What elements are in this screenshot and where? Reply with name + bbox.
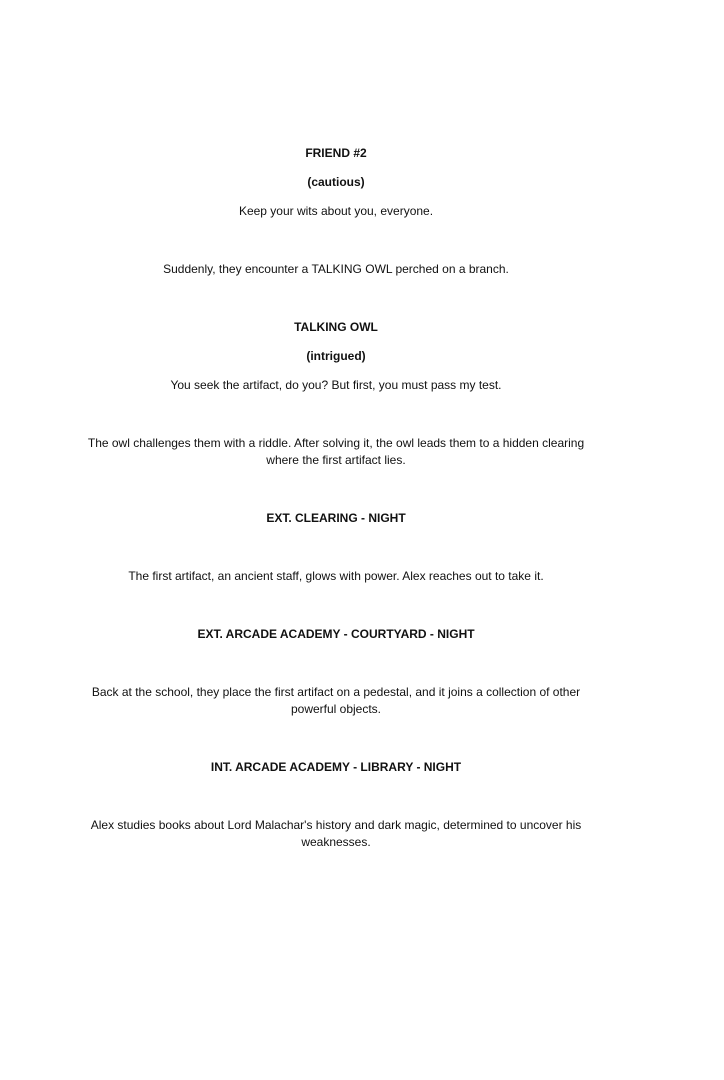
scene-heading-clearing: EXT. CLEARING - NIGHT xyxy=(266,511,406,525)
parenthetical-intrigued: (intrigued) xyxy=(306,349,366,363)
dialogue-friend-2: Keep your wits about you, everyone. xyxy=(238,204,434,218)
action-riddle: The owl challenges them with a riddle. After solving it, the owl leads them to a hidden clearing where the first artifact lies. xyxy=(87,436,585,467)
action-talking-owl-encounter: Suddenly, they encounter a TALKING OWL perched on a branch. xyxy=(163,262,509,276)
parenthetical-cautious: (cautious) xyxy=(307,175,365,189)
character-name-friend-2: FRIEND #2 xyxy=(305,146,367,160)
action-alex-studies: Alex studies books about Lord Malachar's history and dark magic, determined to uncover his weaknesses. xyxy=(90,818,582,849)
dialogue-talking-owl: You seek the artifact, do you? But first, you must pass my test. xyxy=(170,378,502,392)
action-back-at-school: Back at the school, they place the first artifact on a pedestal, and it joins a collection of other powerful objects. xyxy=(91,685,581,716)
character-name-talking-owl: TALKING OWL xyxy=(294,320,378,334)
action-first-artifact: The first artifact, an ancient staff, glows with power. Alex reaches out to take it. xyxy=(128,569,544,583)
scene-heading-courtyard: EXT. ARCADE ACADEMY - COURTYARD - NIGHT xyxy=(197,627,475,641)
scene-heading-library: INT. ARCADE ACADEMY - LIBRARY - NIGHT xyxy=(210,760,462,774)
